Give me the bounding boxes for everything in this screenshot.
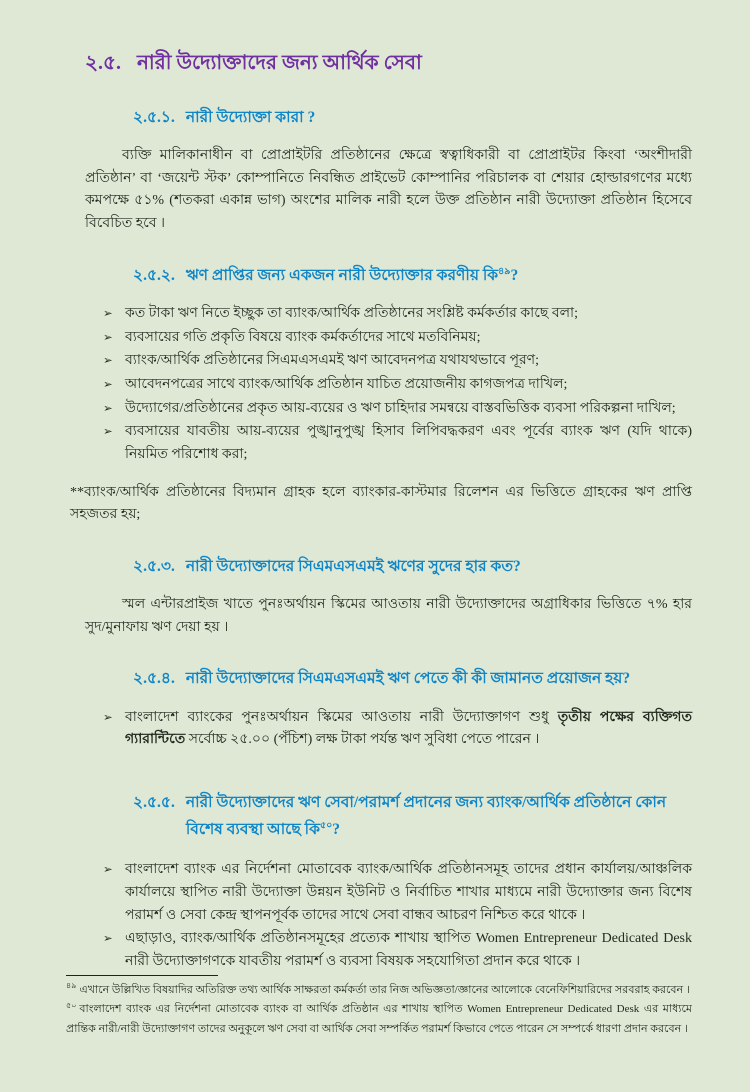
bullet-row <box>103 928 692 973</box>
footnote-50 <box>66 1000 692 1040</box>
footnote-ref-49: ৪৯ <box>498 266 511 277</box>
section-heading-254 <box>133 665 692 692</box>
footnote-marker: ৫০ <box>66 1000 77 1010</box>
footnote-text: বাংলাদেশ ব্যাংক এর নির্দেশনা মোতাবেক ব্যাংক বা আর্থিক প্রতিষ্ঠান এর শাখায় স্থাপিত Women Entrepreneur Dedicated Desk এর মাধ্যমে প্রান্তিক নারী/নারী উদ্যোক্তাগণ তাদের অনুকূলে ঋণ সেবা বা আর্থিক সেবা সম্পর্কিত পরামর্শ কিভাবে পেতে পারেন সে সম্পর্কে ধারণা প্রদান করবেন । <box>66 1003 692 1036</box>
bullet-row <box>103 398 692 421</box>
section-heading-251 <box>133 104 692 131</box>
bullet-text: ব্যবসায়ের যাবতীয় আয়-ব্যয়ের পুঙ্খানুপুঙ্খ হিসাব লিপিবদ্ধকরণ এবং পূর্বের ব্যাংক ঋণ (যদি থাকে) নিয়মিত পরিশোধ করা; <box>125 424 692 462</box>
double-star-note: **ব্যাংক/আর্থিক প্রতিষ্ঠানের বিদ্যমান গ্রাহক হলে ব্যাংকার-কাস্টমার রিলেশন এর ভিত্তিতে গ্রাহকের ঋণ প্রাপ্তি সহজতর হয়; <box>70 484 692 523</box>
arrow-bullet-icon: ➢ <box>103 307 113 320</box>
section-title: নারী উদ্যোক্তাদের ঋণ সেবা/পরামর্শ প্রদানের জন্য ব্যাংক/আর্থিক প্রতিষ্ঠানে কোন বিশেষ ব্যবস্থা আছে কি$^{৫০}$? <box>185 793 667 839</box>
main-heading-number: ২.৫. <box>85 52 121 74</box>
arrow-bullet-icon: ➢ <box>103 331 113 344</box>
footnote-ref-50: ৫০ <box>319 820 333 831</box>
section-number: ২.৫.৪. <box>133 670 175 688</box>
section-heading-255 <box>133 789 692 843</box>
bullet-row <box>103 421 692 466</box>
bullet-row <box>103 374 692 397</box>
bullet-text: এছাড়াও, ব্যাংক/আর্থিক প্রতিষ্ঠানসমূহের প্রত্যেক শাখায় স্থাপিত Women Entrepreneur Dedicated Desk নারী উদ্যোক্তাগণকে যাবতীয় পরামর্শ ও ব্যবসা বিষয়ক সহযোগিতা প্রদান করে থাকে । <box>125 931 692 969</box>
section-number: ২.৫.৩. <box>133 557 175 575</box>
bullet-text: বাংলাদেশ ব্যাংক এর নির্দেশনা মোতাবেক ব্যাংক/আর্থিক প্রতিষ্ঠানসমূহ তাদের প্রধান কার্যালয়/আঞ্চলিক কার্যালয়ে স্থাপিত নারী উদ্যোক্তা উন্নয়ন ইউনিট ও নির্বাচিত শাখার মাধ্যমে নারী উদ্যোক্তার জন্য বিশেষ পরামর্শ ও সেবা কেন্দ্র স্থাপনপূর্বক তাদের সাথে সেবা বান্ধব আচরণ নিশ্চিত করে থাকে । <box>125 862 692 923</box>
paragraph-253: স্মল এন্টারপ্রাইজ খাতে পুনঃঅর্থায়ন স্কিমের আওতায় নারী উদ্যোক্তাদের অগ্রাধিকার ভিত্তিতে ৭% হার সুদ/মুনাফায় ঋণ দেয়া হয় । <box>85 597 692 635</box>
section-number: ২.৫.২. <box>133 266 175 284</box>
footnote-marker: ৪৯ <box>66 980 77 990</box>
arrow-bullet-icon: ➢ <box>103 864 113 877</box>
section-heading-252 <box>133 262 692 289</box>
section-heading-253 <box>133 553 692 580</box>
section-number: ২.৫.১. <box>133 109 175 126</box>
bullet-bold-text: তৃতীয় পক্ষের ব্যক্তিগত গ্যারান্টিতে <box>125 709 692 748</box>
bullet-text: উদ্যোগের/প্রতিষ্ঠানের প্রকৃত আয়-ব্যয়ের ও ঋণ চাহিদার সমন্বয়ে বাস্তবভিত্তিক ব্যবসা পরিকল্পনা দাখিল; <box>125 400 676 416</box>
footnote-text: এখানে উল্লিখিত বিষয়াদির অতিরিক্ত তথ্য আর্থিক সাক্ষরতা কর্মকর্তা তার নিজ অভিজ্ঞতা/জ্ঞানের আলোকে বেনেফিশিয়ারিদের সরবরাহ করবেন । <box>79 983 690 996</box>
bullet-text: আবেদনপত্রের সাথে ব্যাংক/আর্থিক প্রতিষ্ঠান যাচিত প্রয়োজনীয় কাগজপত্র দাখিল; <box>125 376 568 392</box>
section-title: নারী উদ্যোক্তাদের সিএমএসএমই ঋণ পেতে কী কী জামানত প্রয়োজন হয়? <box>185 670 631 688</box>
arrow-bullet-icon: ➢ <box>103 426 113 439</box>
bullet-text: ব্যাংক/আর্থিক প্রতিষ্ঠানের সিএমএসএমই ঋণ আবেদনপত্র যথাযথভাবে পূরণ; <box>125 353 540 369</box>
arrow-bullet-icon: ➢ <box>103 933 113 946</box>
section-title: নারী উদ্যোক্তা কারা ? <box>185 109 316 126</box>
bullet-text: কত টাকা ঋণ নিতে ইচ্ছুক তা ব্যাংক/আর্থিক প্রতিষ্ঠানের সংশ্লিষ্ট কর্মকর্তার কাছে বলা; <box>125 305 578 321</box>
section-title: ঋণ প্রাপ্তির জন্য একজন নারী উদ্যোক্তার করণীয় কি$^{৪৯}$? <box>185 266 519 284</box>
bullet-text: ব্যবসায়ের গতি প্রকৃতি বিষয়ে ব্যাংক কর্মকর্তাদের সাথে মতবিনিময়; <box>125 329 481 345</box>
bullet-row <box>103 303 692 326</box>
bullet-list-255 <box>103 859 692 974</box>
main-heading-title: নারী উদ্যোক্তাদের জন্য আর্থিক সেবা <box>136 52 422 74</box>
arrow-bullet-icon: ➢ <box>103 378 113 391</box>
bullet-row <box>103 350 692 373</box>
bullet-list-254 <box>103 707 692 753</box>
paragraph-251: ব্যক্তি মালিকানাধীন বা প্রোপ্রাইটরি প্রতিষ্ঠানের ক্ষেত্রে স্বত্বাধিকারী বা প্রোপ্রাইটর কিংবা ‘অংশীদারী প্রতিষ্ঠান’ বা ‘জয়েন্ট স্টক’ কোম্পানিতে নিবন্ধিত প্রাইভেট কোম্পানির পরিচালক বা শেয়ার হোল্ডারগণের মধ্যে কমপক্ষে ৫১% (শতকরা একান্ন ভাগ) অংশের মালিক নারী হলে উক্ত প্রতিষ্ঠান নারী উদ্যোক্তা প্রতিষ্ঠান হিসেবে বিবেচিত হবে । <box>85 148 692 232</box>
bullet-row <box>103 859 692 927</box>
bullet-list-252 <box>103 303 692 468</box>
arrow-bullet-icon: ➢ <box>103 402 113 415</box>
section-number: ২.৫.৫. <box>133 793 175 811</box>
bullet-text: বাংলাদেশ ব্যাংকের পুনঃঅর্থায়ন স্কিমের আওতায় নারী উদ্যোক্তাগণ শুধু তৃতীয় পক্ষের ব্যক্তিগত গ্যারান্টিতে সর্বোচ্চ ২৫.০০ (পঁচিশ) লক্ষ টাকা পর্যন্ত ঋণ সুবিধা পেতে পারেন । <box>125 709 692 748</box>
bullet-row <box>103 707 692 752</box>
section-title: নারী উদ্যোক্তাদের সিএমএসএমই ঋণের সুদের হার কত? <box>185 557 521 575</box>
footnote-49 <box>66 981 692 1001</box>
footnote-separator <box>66 975 218 976</box>
arrow-bullet-icon: ➢ <box>103 355 113 368</box>
bullet-row <box>103 327 692 350</box>
footnotes-block <box>66 975 692 1040</box>
main-heading <box>85 50 692 76</box>
arrow-bullet-icon: ➢ <box>103 711 113 724</box>
